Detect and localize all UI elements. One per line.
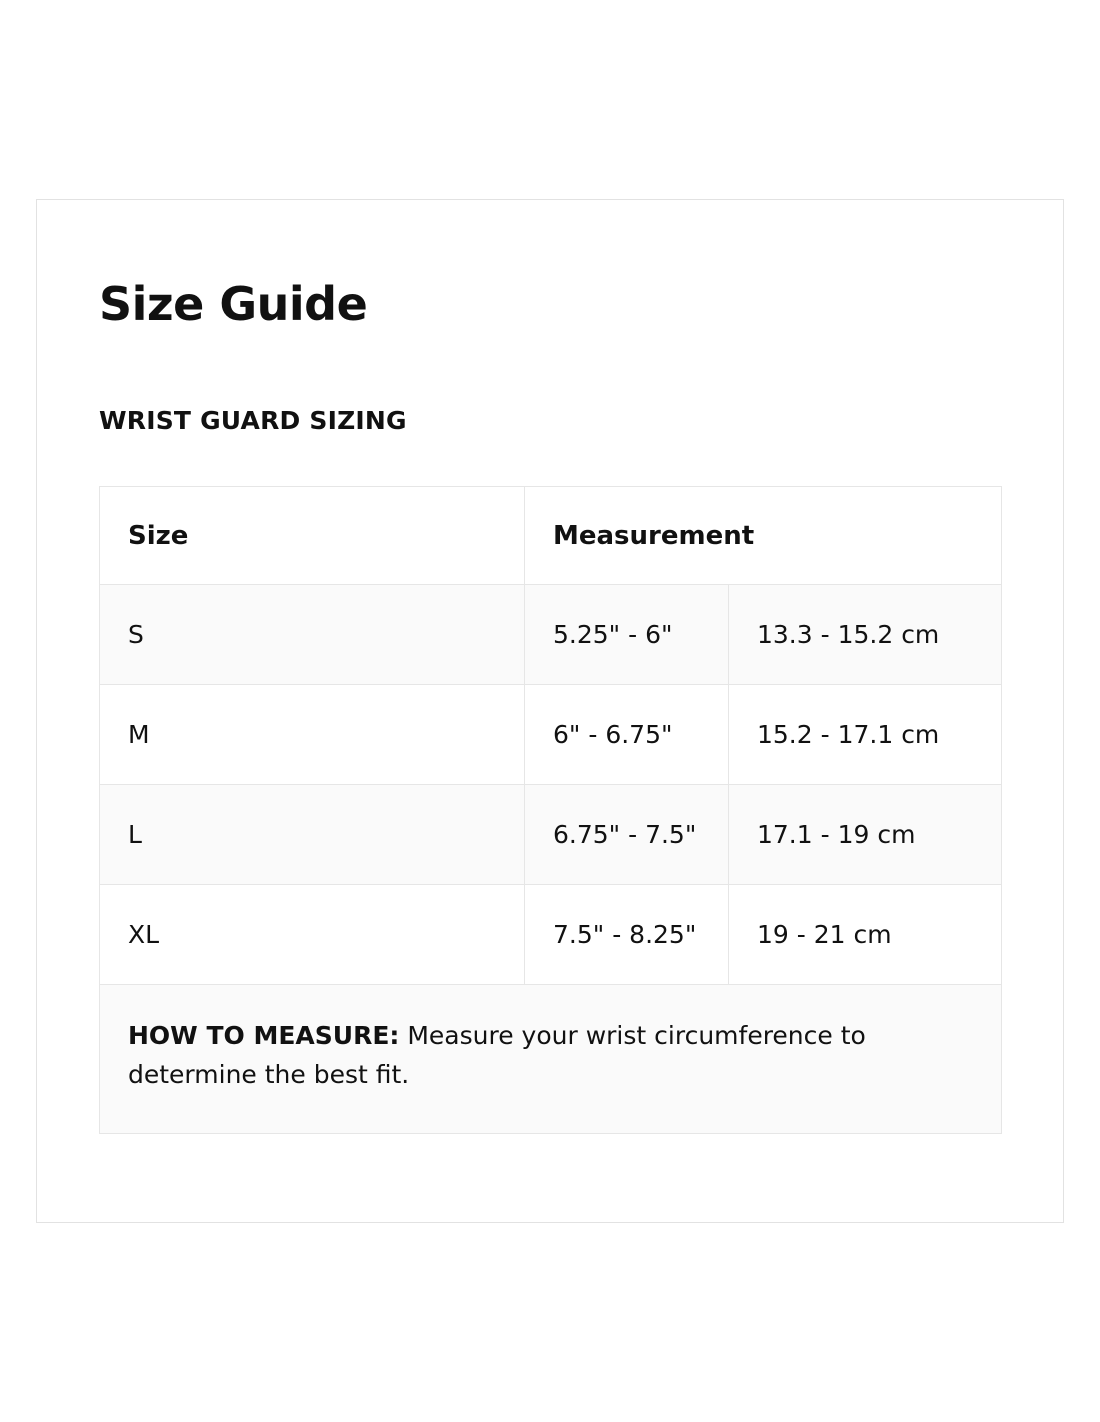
- cell-inches: 6.75" - 7.5": [525, 785, 729, 885]
- table-header-row: [100, 487, 1002, 585]
- cell-centimeters: 19 - 21 cm: [729, 885, 1002, 985]
- cell-inches: 5.25" - 6": [525, 585, 729, 685]
- how-to-measure-label: HOW TO MEASURE:: [128, 1021, 400, 1051]
- size-guide-card-inner: [37, 200, 1063, 1134]
- size-guide-card: [36, 199, 1064, 1223]
- cell-inches: 7.5" - 8.25": [525, 885, 729, 985]
- how-to-measure-cell: [100, 985, 1002, 1134]
- size-chart-table: [99, 486, 1002, 1134]
- table-row: [100, 885, 1002, 985]
- column-header-size: Size: [100, 487, 525, 585]
- cell-size: M: [100, 685, 525, 785]
- cell-centimeters: 17.1 - 19 cm: [729, 785, 1002, 885]
- table-body: [100, 585, 1002, 1134]
- table-header: [100, 487, 1002, 585]
- how-to-measure-text: Measure your wrist circumference to determine the best fit.: [128, 1021, 866, 1090]
- page-title: Size Guide: [99, 277, 368, 331]
- cell-size: L: [100, 785, 525, 885]
- how-to-measure-row: [100, 985, 1002, 1134]
- cell-size: XL: [100, 885, 525, 985]
- column-header-measurement: Measurement: [525, 487, 1002, 585]
- section-heading-wrist-guard-sizing: WRIST GUARD SIZING: [99, 406, 407, 436]
- table-row: [100, 585, 1002, 685]
- cell-centimeters: 13.3 - 15.2 cm: [729, 585, 1002, 685]
- table-row: [100, 785, 1002, 885]
- cell-size: S: [100, 585, 525, 685]
- cell-inches: 6" - 6.75": [525, 685, 729, 785]
- cell-centimeters: 15.2 - 17.1 cm: [729, 685, 1002, 785]
- table-row: [100, 685, 1002, 785]
